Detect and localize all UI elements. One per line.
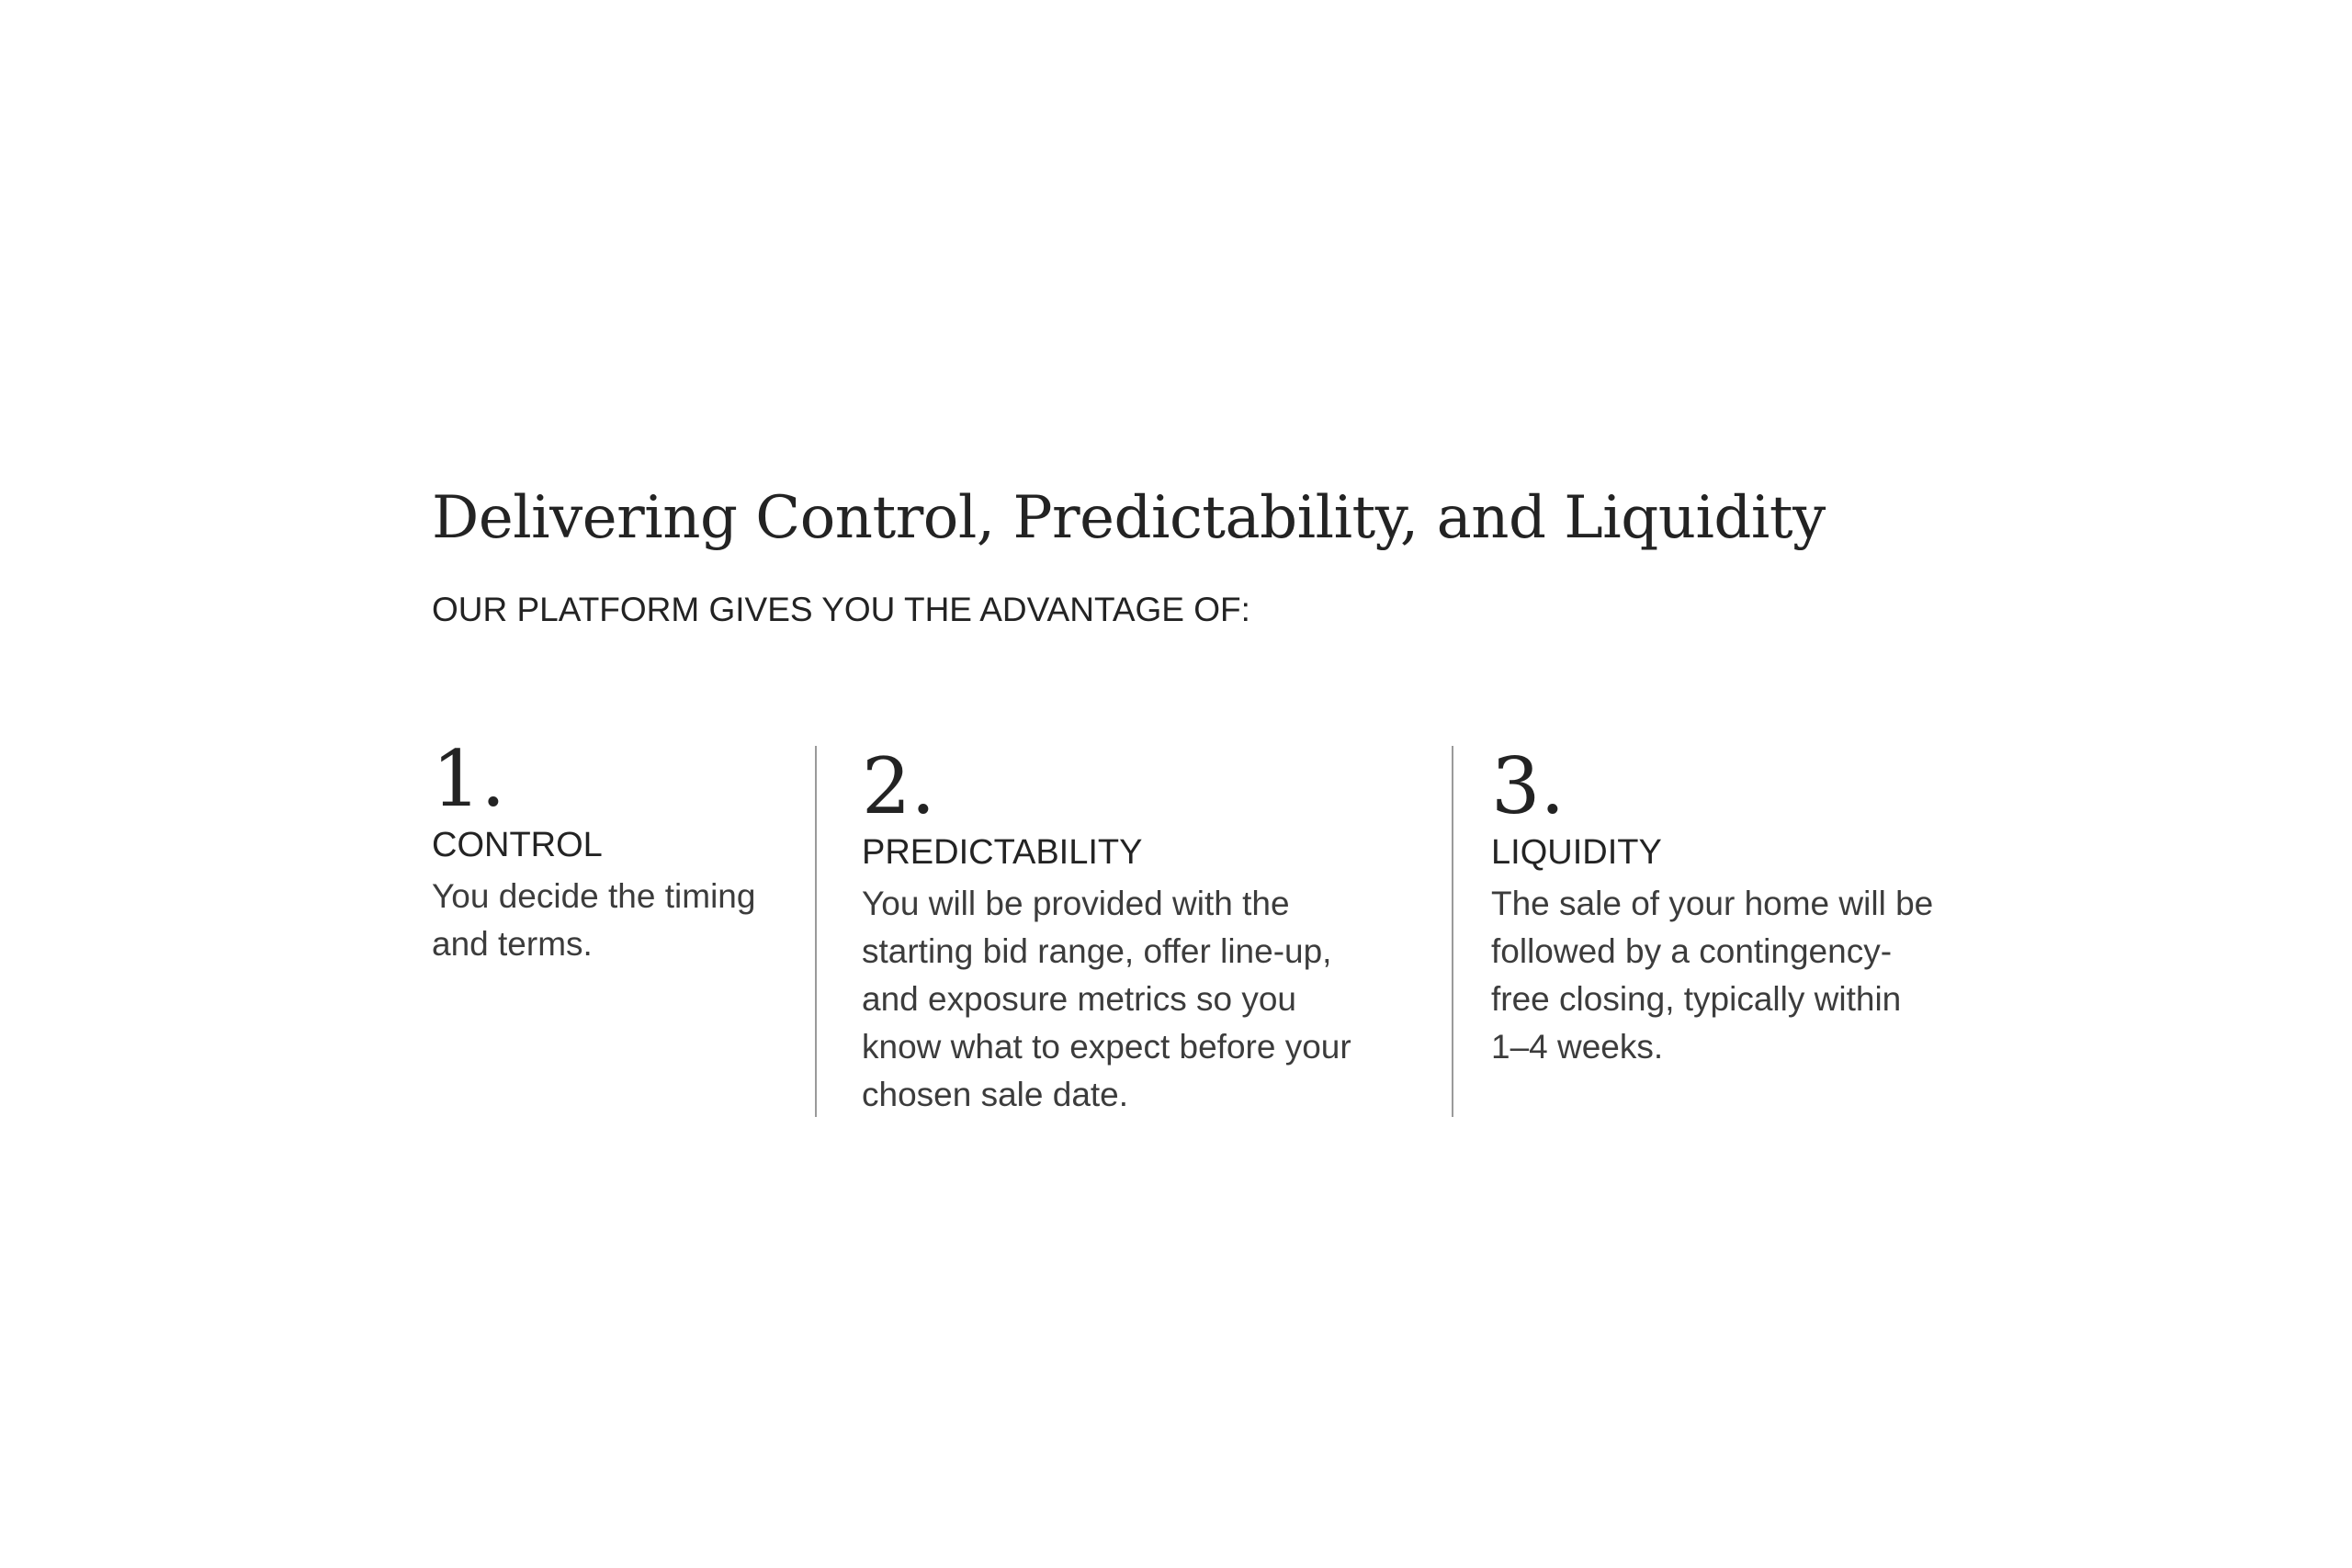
advantage-predictability <box>862 742 1376 1119</box>
column-divider <box>815 746 817 1117</box>
description-line: and terms. <box>432 925 593 963</box>
column-divider <box>1452 746 1453 1117</box>
description-line: free closing, typically within <box>1491 980 1902 1018</box>
page-subtitle: OUR PLATFORM GIVES YOU THE ADVANTAGE OF: <box>432 591 1250 628</box>
advantage-control <box>432 735 799 968</box>
description-line: chosen sale date. <box>862 1076 1129 1113</box>
advantage-heading: PREDICTABILITY <box>862 833 1143 872</box>
description-line: starting bid range, offer line-up, <box>862 932 1332 970</box>
description-line: 1–4 weeks. <box>1491 1028 1664 1066</box>
description-line: know what to expect before your <box>862 1028 1351 1066</box>
advantage-liquidity <box>1491 742 1987 1071</box>
description-line: You will be provided with the <box>862 885 1290 922</box>
page-title: Delivering Control, Predictability, and Liquidity <box>432 484 1826 552</box>
advantage-heading: LIQUIDITY <box>1491 833 1662 872</box>
advantage-heading: CONTROL <box>432 826 603 864</box>
advantage-number: 3. <box>1491 741 1566 831</box>
advantage-description <box>432 873 799 968</box>
description-line: and exposure metrics so you <box>862 980 1297 1018</box>
advantage-number: 2. <box>862 741 936 831</box>
description-line: The sale of your home will be <box>1491 885 1934 922</box>
advantage-description <box>1491 880 1987 1071</box>
advantage-description <box>862 880 1376 1119</box>
advantage-number: 1. <box>432 734 506 824</box>
description-line: followed by a contingency- <box>1491 932 1893 970</box>
description-line: You decide the timing <box>432 877 756 915</box>
